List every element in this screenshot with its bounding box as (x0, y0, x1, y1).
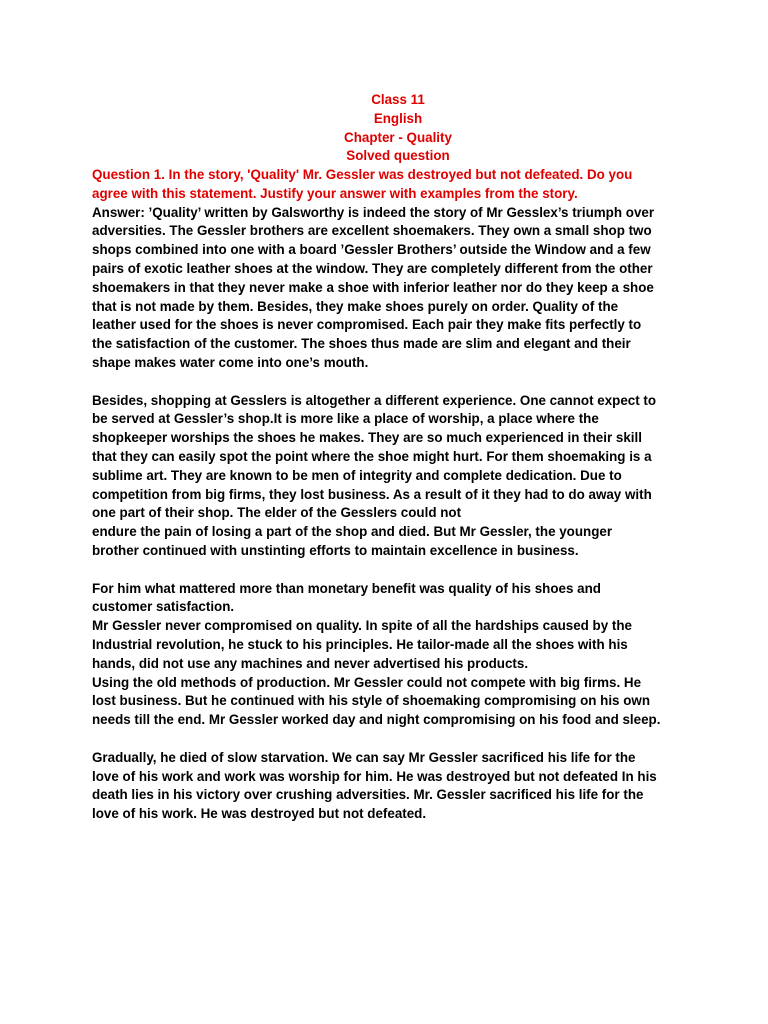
answer-line: competition from big firms, they lost business. As a result of it they had to do away with (92, 486, 652, 502)
chapter-heading: Chapter - Quality (344, 129, 452, 145)
question-line: agree with this statement. Justify your answer with examples from the story. (92, 185, 578, 201)
answer-line: Besides, shopping at Gesslers is altogether a different experience. One cannot expect to (92, 392, 657, 408)
paragraph-spacer (92, 730, 692, 749)
answer-line: Industrial revolution, he stuck to his principles. He tailor-made all the shoes with his (92, 636, 628, 652)
answer-paragraph-1 (92, 204, 692, 373)
answer-line: brother continued with unstinting efforts to maintain excellence in business. (92, 542, 579, 558)
answer-line: needs till the end. Mr Gessler worked day and night compromising on his food and sleep. (92, 712, 661, 728)
answer-line: that is not made by them. Besides, they make shoes purely on order. Quality of the (92, 298, 619, 314)
paragraph-spacer (92, 373, 692, 392)
answer-line: Answer: ’Quality’ written by Galsworthy is indeed the story of Mr Gesslex’s triumph over (92, 204, 655, 220)
answer-line: be served at Gessler’s shop.It is more like a place of worship, a place where the (92, 411, 599, 427)
answer-line: shoemakers in that they never make a shoe with inferior leather nor do they keep a shoe (92, 279, 654, 295)
answer-line: the satisfaction of the customer. The shoes thus made are slim and elegant and their (92, 336, 631, 352)
answer-line: shopkeeper worships the shoes he makes. They are so much experienced in their skill (92, 430, 642, 446)
answer-line: Mr Gessler never compromised on quality. In spite of all the hardships caused by the (92, 618, 632, 634)
answer-line: shape makes water come into one’s mouth. (92, 354, 369, 370)
class-heading: Class 11 (371, 92, 425, 107)
answer-line: shops combined into one with a board ’Gessler Brothers’ outside the Window and a few (92, 242, 651, 258)
answer-line: one part of their shop. The elder of the Gesslers could not (92, 505, 462, 521)
answer-line: leather used for the shoes is never compromised. Each pair they make fits perfectly to (92, 317, 642, 333)
solved-question-heading: Solved question (346, 148, 450, 164)
answer-line: adversities. The Gessler brothers are excellent shoemakers. They own a small shop two (92, 223, 652, 239)
answer-line: death lies in his victory over crushing adversities. Mr. Gessler sacrificed his life for the (92, 787, 644, 803)
answer-line: lost business. But he continued with his style of shoemaking compromising on his own (92, 693, 650, 709)
question-block (92, 166, 692, 204)
answer-line: For him what mattered more than monetary benefit was quality of his shoes and (92, 580, 601, 596)
answer-line: Gradually, he died of slow starvation. We can say Mr Gessler sacrificed his life for the (92, 749, 636, 765)
answer-paragraph-2 (92, 392, 692, 561)
document-header (0, 91, 768, 166)
document-body (92, 166, 692, 824)
answer-line: customer satisfaction. (92, 599, 235, 615)
answer-line: sublime art. They are known to be men of integrity and complete dedication. Due to (92, 467, 622, 483)
answer-paragraph-3 (92, 580, 692, 730)
answer-line: pairs of exotic leather shoes at the window. They are completely different from the other (92, 260, 653, 276)
answer-paragraph-4 (92, 749, 692, 824)
answer-line: hands, did not use any machines and never advertised his products. (92, 655, 529, 671)
answer-line: love of his work and work was worship for him. He was destroyed but not defeated In his (92, 768, 657, 784)
answer-line: that they can easily spot the point where the shoe might hurt. For them shoemaking is a (92, 448, 652, 464)
answer-line: endure the pain of losing a part of the shop and died. But Mr Gessler, the younger (92, 524, 613, 540)
answer-line: love of his work. He was destroyed but not defeated. (92, 806, 427, 822)
paragraph-spacer (92, 561, 692, 580)
subject-heading: English (373, 110, 423, 126)
answer-line: Using the old methods of production. Mr Gessler could not compete with big firms. He (92, 674, 642, 690)
question-line: Question 1. In the story, 'Quality' Mr. Gessler was destroyed but not defeated. Do you (92, 167, 633, 182)
